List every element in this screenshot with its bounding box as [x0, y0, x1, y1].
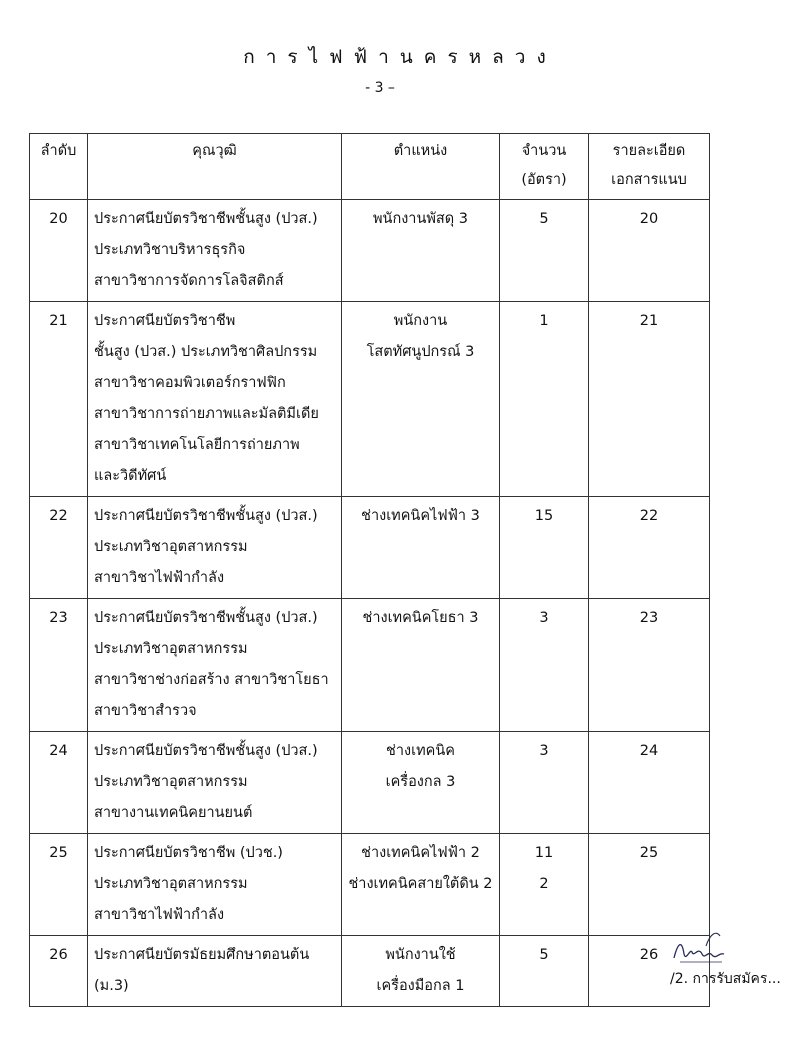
table-row — [30, 302, 710, 497]
count-cell: 3 — [500, 599, 589, 732]
position-cell: พนักงาน โสตทัศนูปกรณ์ 3 — [342, 302, 500, 497]
qualification-cell: ประกาศนียบัตรวิชาชีพ (ปวช.) ประเภทวิชาอุตสาหกรรม สาขาวิชาไฟฟ้ากำลัง — [88, 834, 342, 936]
position-cell: พนักงานพัสดุ 3 — [342, 200, 500, 302]
qualification-cell: ประกาศนียบัตรวิชาชีพชั้นสูง (ปวส.) ประเภทวิชาอุตสาหกรรม สาขาวิชาไฟฟ้ากำลัง — [88, 497, 342, 599]
continuation-note: /2. การรับสมัคร... — [670, 971, 781, 987]
row-number-cell: 25 — [30, 834, 88, 936]
count-cell: 5 — [500, 200, 589, 302]
row-number-cell: 26 — [30, 936, 88, 1007]
attachment-cell: 26 — [589, 936, 710, 1007]
col-header-count: จำนวน (อัตรา) — [500, 134, 589, 200]
signature-mark — [672, 928, 728, 968]
table-row — [30, 834, 710, 936]
row-number-cell: 23 — [30, 599, 88, 732]
qualification-cell: ประกาศนียบัตรวิชาชีพ ชั้นสูง (ปวส.) ประเภทวิชาศิลปกรรม สาขาวิชาคอมพิวเตอร์กราฟฟิก สาขาวิชาการถ่ายภาพและมัลติมีเดีย สาขาวิชาเทคโนโลยีการถ่ายภาพ และวิดีทัศน์ — [88, 302, 342, 497]
attachment-cell: 21 — [589, 302, 710, 497]
count-cell: 5 — [500, 936, 589, 1007]
attachment-cell: 25 — [589, 834, 710, 936]
attachment-cell: 24 — [589, 732, 710, 834]
document-title: การไฟฟ้านครหลวง — [243, 46, 557, 68]
table-row — [30, 497, 710, 599]
qualification-cell: ประกาศนียบัตรวิชาชีพชั้นสูง (ปวส.) ประเภทวิชาอุตสาหกรรม สาขาวิชาช่างก่อสร้าง สาขาวิชาโยธา สาขาวิชาสำรวจ — [88, 599, 342, 732]
col-header-no: ลำดับ — [30, 134, 88, 200]
table-row — [30, 732, 710, 834]
position-cell: ช่างเทคนิค เครื่องกล 3 — [342, 732, 500, 834]
qualification-cell: ประกาศนียบัตรวิชาชีพชั้นสูง (ปวส.) ประเภทวิชาอุตสาหกรรม สาขางานเทคนิคยานยนต์ — [88, 732, 342, 834]
row-number-cell: 22 — [30, 497, 88, 599]
table-header-row — [30, 134, 710, 200]
table-row — [30, 200, 710, 302]
position-cell: พนักงานใช้ เครื่องมือกล 1 — [342, 936, 500, 1007]
table-row — [30, 599, 710, 732]
col-header-position: ตำแหน่ง — [342, 134, 500, 200]
position-cell: ช่างเทคนิคไฟฟ้า 2 ช่างเทคนิคสายใต้ดิน 2 — [342, 834, 500, 936]
page-number: - 3 – — [365, 80, 395, 96]
col-header-qualification: คุณวุฒิ — [88, 134, 342, 200]
row-number-cell: 20 — [30, 200, 88, 302]
count-cell: 11 2 — [500, 834, 589, 936]
attachment-cell: 22 — [589, 497, 710, 599]
table-row — [30, 936, 710, 1007]
row-number-cell: 21 — [30, 302, 88, 497]
row-number-cell: 24 — [30, 732, 88, 834]
attachment-cell: 23 — [589, 599, 710, 732]
col-header-attachment: รายละเอียด เอกสารแนบ — [589, 134, 710, 200]
count-cell: 15 — [500, 497, 589, 599]
position-cell: ช่างเทคนิคโยธา 3 — [342, 599, 500, 732]
count-cell: 1 — [500, 302, 589, 497]
attachment-cell: 20 — [589, 200, 710, 302]
count-cell: 3 — [500, 732, 589, 834]
qualifications-table — [29, 133, 710, 1007]
position-cell: ช่างเทคนิคไฟฟ้า 3 — [342, 497, 500, 599]
qualification-cell: ประกาศนียบัตรวิชาชีพชั้นสูง (ปวส.) ประเภทวิชาบริหารธุรกิจ สาขาวิชาการจัดการโลจิสติกส์ — [88, 200, 342, 302]
qualification-cell: ประกาศนียบัตรมัธยมศึกษาตอนต้น (ม.3) — [88, 936, 342, 1007]
